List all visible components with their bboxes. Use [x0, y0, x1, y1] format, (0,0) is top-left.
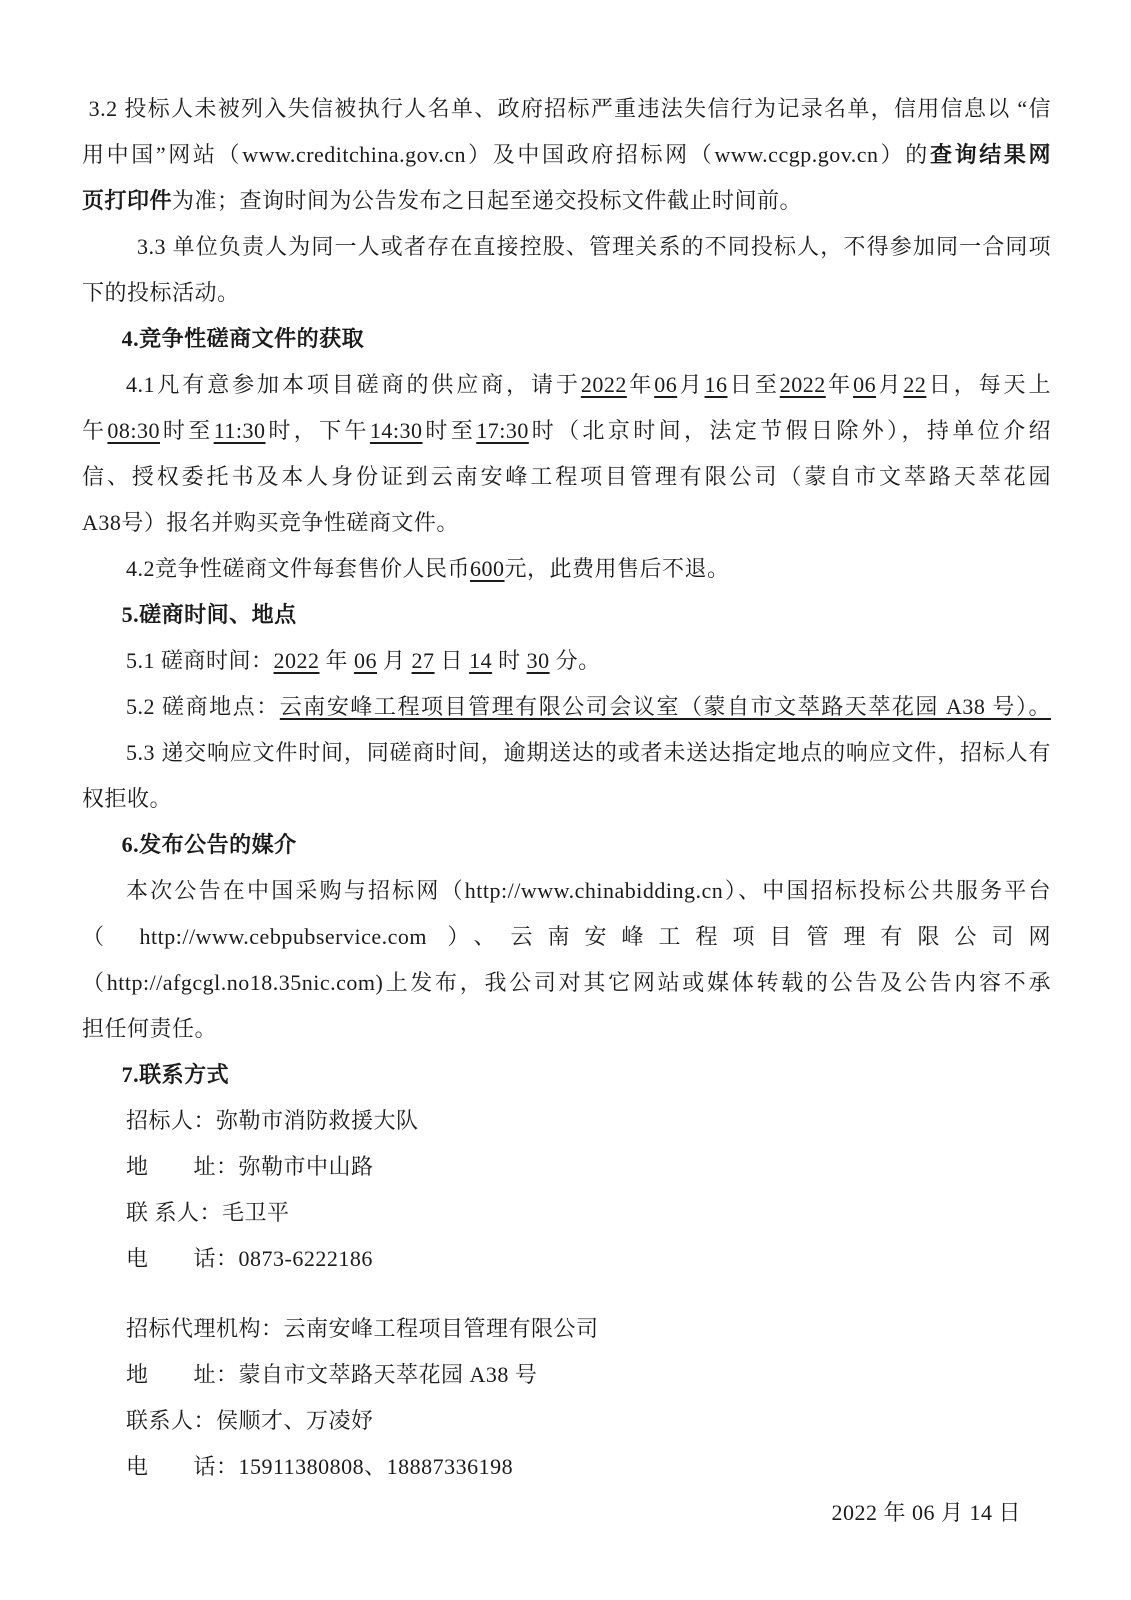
heading-4 — [82, 316, 1051, 362]
para-3-2-line-2 — [82, 132, 1051, 178]
text-run: 元，此费用售后不退。 — [504, 556, 730, 581]
para-4-1-line-3 — [82, 454, 1051, 500]
para-4-2 — [82, 546, 1051, 592]
para-5-3-line-1 — [82, 730, 1051, 776]
text-run: 时（北京时间，法定节假日除外），持单位介绍 — [528, 418, 1051, 443]
text-run: 信、授权委托书及本人身份证到云南安峰工程项目管理有限公司（蒙自市文萃路天萃花园 — [82, 464, 1051, 489]
heading-5 — [82, 592, 1051, 638]
para-6-line-1 — [82, 868, 1051, 914]
text-run: 电 话：15911380808、18887336198 — [126, 1454, 514, 1479]
bold-text: 页打印件 — [82, 188, 173, 213]
underlined-text: 16 — [704, 372, 728, 397]
text-run: 权拒收。 — [82, 786, 173, 811]
underlined-text: 06 — [853, 372, 877, 397]
text-run: 本次公告在中国采购与招标网（http://www.chinabidding.cn）、中国招标投标公共服务平台 — [126, 878, 1051, 903]
underlined-text: 云南安峰工程项目管理有限公司会议室（蒙自市文萃路天萃花园 A38 号）。 — [279, 694, 1051, 719]
text-run: 月 — [876, 372, 904, 397]
text-run: 4.2竞争性磋商文件每套售价人民币 — [126, 556, 471, 581]
para-5-3-line-2 — [82, 776, 1051, 822]
underlined-text: 2022 — [580, 372, 627, 397]
contact-tenderer-person — [82, 1190, 1051, 1236]
para-6-line-3 — [82, 960, 1051, 1006]
contact-tenderer-phone — [82, 1236, 1051, 1282]
underlined-text: 17:30 — [476, 418, 529, 443]
underlined-text: 600 — [470, 556, 505, 581]
text-run: 5.2 磋商地点： — [126, 694, 280, 719]
bold-text: 4.竞争性磋商文件的获取 — [121, 326, 365, 351]
para-3-3-line-1 — [82, 224, 1051, 270]
contact-tenderer-address — [82, 1144, 1051, 1190]
underlined-text: 27 — [411, 648, 435, 673]
text-run: 日至 — [727, 372, 780, 397]
text-run: 年 — [319, 648, 355, 673]
text-run: A38号）报名并购买竞争性磋商文件。 — [82, 510, 459, 535]
text-run: （ http://www.cebpubservice.com ）、云南安峰工程项目管理有限公司网 — [82, 924, 1051, 949]
text-run: 联 系人：毛卫平 — [126, 1200, 290, 1225]
text-run: 月 — [677, 372, 705, 397]
underlined-text: 14 — [469, 648, 493, 673]
text-run: 用中国”网站（www.creditchina.gov.cn）及中国政府招标网（www.ccgp.gov.cn）的 — [82, 142, 930, 167]
underlined-text: 30 — [526, 648, 550, 673]
underlined-text: 11:30 — [213, 418, 266, 443]
text-run: 午 — [82, 418, 108, 443]
heading-7 — [82, 1052, 1051, 1098]
text-run: 3.3 单位负责人为同一人或者存在直接控股、管理关系的不同投标人，不得参加同一合同项 — [137, 234, 1051, 259]
bold-text: 6.发布公告的媒介 — [121, 832, 297, 857]
text-run: 时，下午 — [265, 418, 370, 443]
text-run: 时至 — [160, 418, 214, 443]
contact-agency-person — [82, 1398, 1051, 1444]
bold-text: 5.磋商时间、地点 — [121, 602, 297, 627]
text-run: 2022 年 06 月 14 日 — [831, 1500, 1021, 1525]
text-run: 5.1 磋商时间： — [126, 648, 274, 673]
underlined-text: 2022 — [273, 648, 320, 673]
underlined-text: 2022 — [779, 372, 826, 397]
text-run: 分。 — [549, 648, 601, 673]
text-run: 为准；查询时间为公告发布之日起至递交投标文件截止时间前。 — [172, 188, 803, 213]
para-6-line-2 — [82, 914, 1051, 960]
text-run: 年 — [825, 372, 854, 397]
underlined-text: 08:30 — [107, 418, 161, 443]
bold-text: 7.联系方式 — [121, 1062, 230, 1087]
underlined-text: 22 — [903, 372, 927, 397]
text-run: 月 — [377, 648, 412, 673]
text-run: 3.2 投标人未被列入失信被执行人名单、政府招标严重违法失信行为记录名单，信用信息以 “信 — [88, 96, 1051, 121]
paragraph-gap — [82, 1282, 1051, 1306]
contact-agency-phone — [82, 1444, 1051, 1490]
para-6-line-4 — [82, 1006, 1051, 1052]
heading-6 — [82, 822, 1051, 868]
text-run: 日，每天上 — [926, 372, 1051, 397]
underlined-text: 06 — [354, 648, 378, 673]
text-run: 5.3 递交响应文件时间，同磋商时间，逾期送达的或者未送达指定地点的响应文件，招标人有 — [126, 740, 1051, 765]
text-run: 担任何责任。 — [82, 1016, 218, 1041]
contact-agency-name — [82, 1306, 1051, 1352]
underlined-text: 14:30 — [369, 418, 423, 443]
underlined-text: 06 — [654, 372, 678, 397]
text-run: 下的投标活动。 — [82, 280, 240, 305]
text-run: 时 — [492, 648, 527, 673]
date-line — [82, 1490, 1051, 1536]
para-4-1-line-2 — [82, 408, 1051, 454]
para-4-1-line-1 — [82, 362, 1051, 408]
contact-agency-address — [82, 1352, 1051, 1398]
text-run: 4.1凡有意参加本项目磋商的供应商，请于 — [126, 372, 581, 397]
para-3-2-line-3 — [82, 178, 1051, 224]
text-run: 招标人：弥勒市消防救援大队 — [126, 1108, 419, 1133]
text-run: 时至 — [422, 418, 477, 443]
para-5-1 — [82, 638, 1051, 684]
text-run: 年 — [626, 372, 655, 397]
para-5-2 — [82, 684, 1051, 730]
bold-text: 查询结果网 — [929, 142, 1051, 167]
para-3-3-line-2 — [82, 270, 1051, 316]
text-run: （http://afgcgl.no18.35nic.com)上发布，我公司对其它网站或媒体转载的公告及公告内容不承 — [82, 970, 1051, 995]
text-run: 地 址：弥勒市中山路 — [126, 1154, 374, 1179]
text-run: 联系人：侯顺才、万凌妤 — [126, 1408, 374, 1433]
text-run: 招标代理机构：云南安峰工程项目管理有限公司 — [126, 1316, 599, 1341]
text-run: 电 话：0873-6222186 — [126, 1246, 373, 1271]
para-3-2-line-1 — [82, 86, 1051, 132]
para-4-1-line-4 — [82, 500, 1051, 546]
text-run: 地 址：蒙自市文萃路天萃花园 A38 号 — [126, 1362, 538, 1387]
text-run: 日 — [434, 648, 470, 673]
contact-tenderer-name — [82, 1098, 1051, 1144]
